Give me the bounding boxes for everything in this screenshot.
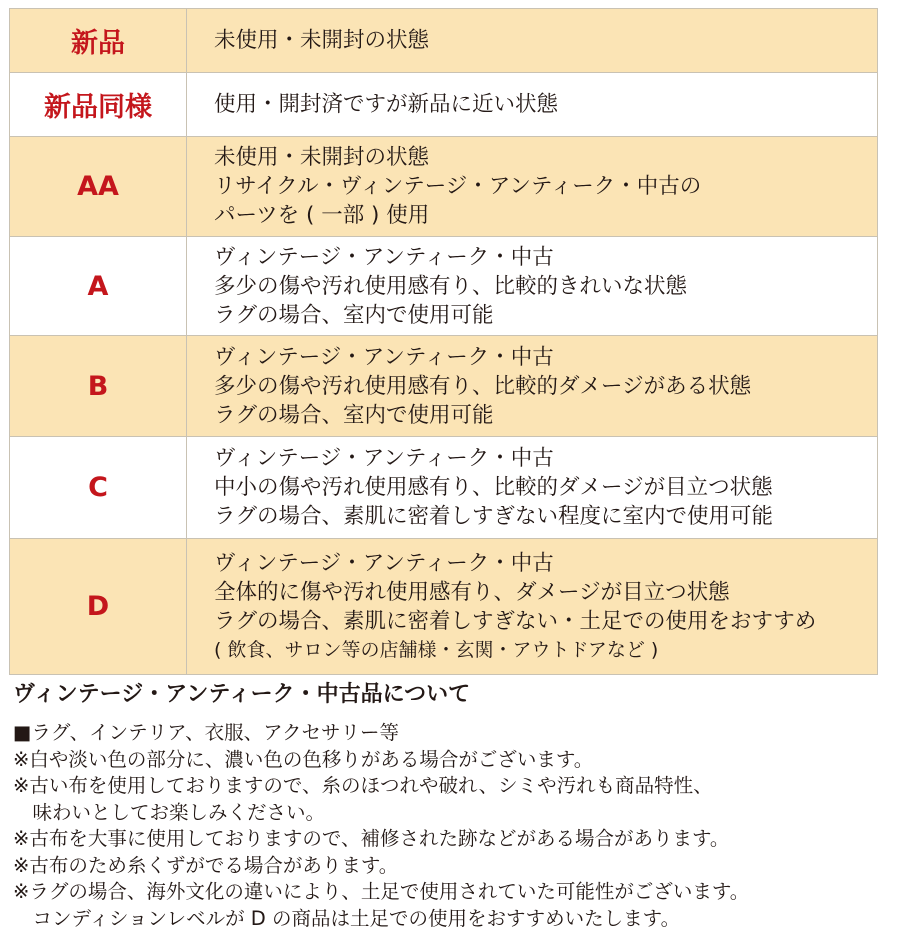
note-line: ※古い布を使用しておりますので、糸のほつれや破れ、シミや汚れも商品特性、 xyxy=(13,774,713,797)
grade-label: A xyxy=(10,237,187,336)
note-line: 味わいとしてお楽しみください。 xyxy=(13,800,326,824)
grade-description xyxy=(187,137,878,237)
grade-label: 新品 xyxy=(10,9,187,73)
description-line: パーツを ( 一部 ) 使用 xyxy=(214,203,430,228)
description-line: ( 飲食、サロン等の店舗様・玄関・アウトドアなど ) xyxy=(214,638,659,661)
note-line: ※白や淡い色の部分に、濃い色の色移りがある場合がございます。 xyxy=(13,747,594,771)
grade-row-aa xyxy=(10,137,878,237)
description-line: 多少の傷や汚れ使用感有り、比較的きれいな状態 xyxy=(214,273,688,299)
grade-description xyxy=(187,539,878,675)
grade-label: AA xyxy=(10,137,187,237)
grade-label: 新品同様 xyxy=(10,73,187,137)
description-line: 中小の傷や汚れ使用感有り、比較的ダメージが目立つ状態 xyxy=(214,475,773,500)
description-line: ラグの場合、素肌に密着しすぎない程度に室内で使用可能 xyxy=(214,504,774,529)
description-line: ヴィンテージ・アンティーク・中古 xyxy=(214,550,554,576)
grade-row-c xyxy=(10,437,878,539)
grade-description xyxy=(187,336,878,437)
note-line: ※古布のため糸くずがでる場合があります。 xyxy=(13,853,399,877)
grade-row-like-new xyxy=(10,73,878,137)
description-line: ヴィンテージ・アンティーク・中古 xyxy=(214,244,554,270)
description-line: ヴィンテージ・アンティーク・中古 xyxy=(214,446,554,471)
grade-row-b xyxy=(10,336,878,437)
grade-label: D xyxy=(10,539,187,675)
grade-row-new xyxy=(10,9,878,73)
note-line: コンディションレベルが D の商品は土足での使用をおすすめいたします。 xyxy=(13,906,681,930)
condition-grade-table xyxy=(9,8,878,675)
description-line: ラグの場合、室内で使用可能 xyxy=(214,302,494,328)
description-line: 全体的に傷や汚れ使用感有り、ダメージが目立つ状態 xyxy=(214,579,730,605)
note-line: ※古布を大事に使用しておりますので、補修された跡などがある場合があります。 xyxy=(13,827,730,850)
vintage-notes-section xyxy=(13,680,888,932)
grade-label: B xyxy=(10,336,187,437)
description-line: リサイクル・ヴィンテージ・アンティーク・中古の xyxy=(214,174,702,199)
grade-row-d xyxy=(10,539,878,675)
description-line: 未使用・未開封の状態 xyxy=(214,28,430,53)
note-line: ※ラグの場合、海外文化の違いにより、土足で使用されていた可能性がございます。 xyxy=(13,880,750,903)
description-line: ラグの場合、素肌に密着しすぎない・土足での使用をおすすめ xyxy=(214,608,817,634)
description-line: ヴィンテージ・アンティーク・中古 xyxy=(214,344,554,370)
grade-description xyxy=(187,437,878,539)
note-line: ■ラグ、インテリア、衣服、アクセサリー等 xyxy=(13,721,399,744)
description-line: 未使用・未開封の状態 xyxy=(214,145,430,170)
grade-description xyxy=(187,73,878,137)
notes-heading: ヴィンテージ・アンティーク・中古品について xyxy=(13,682,471,707)
description-line: 多少の傷や汚れ使用感有り、比較的ダメージがある状態 xyxy=(214,373,752,399)
grade-label: C xyxy=(10,437,187,539)
description-line: 使用・開封済ですが新品に近い状態 xyxy=(214,92,559,117)
description-line: ラグの場合、室内で使用可能 xyxy=(214,402,494,428)
grade-row-a xyxy=(10,237,878,336)
grade-description xyxy=(187,9,878,73)
grade-description xyxy=(187,237,878,336)
